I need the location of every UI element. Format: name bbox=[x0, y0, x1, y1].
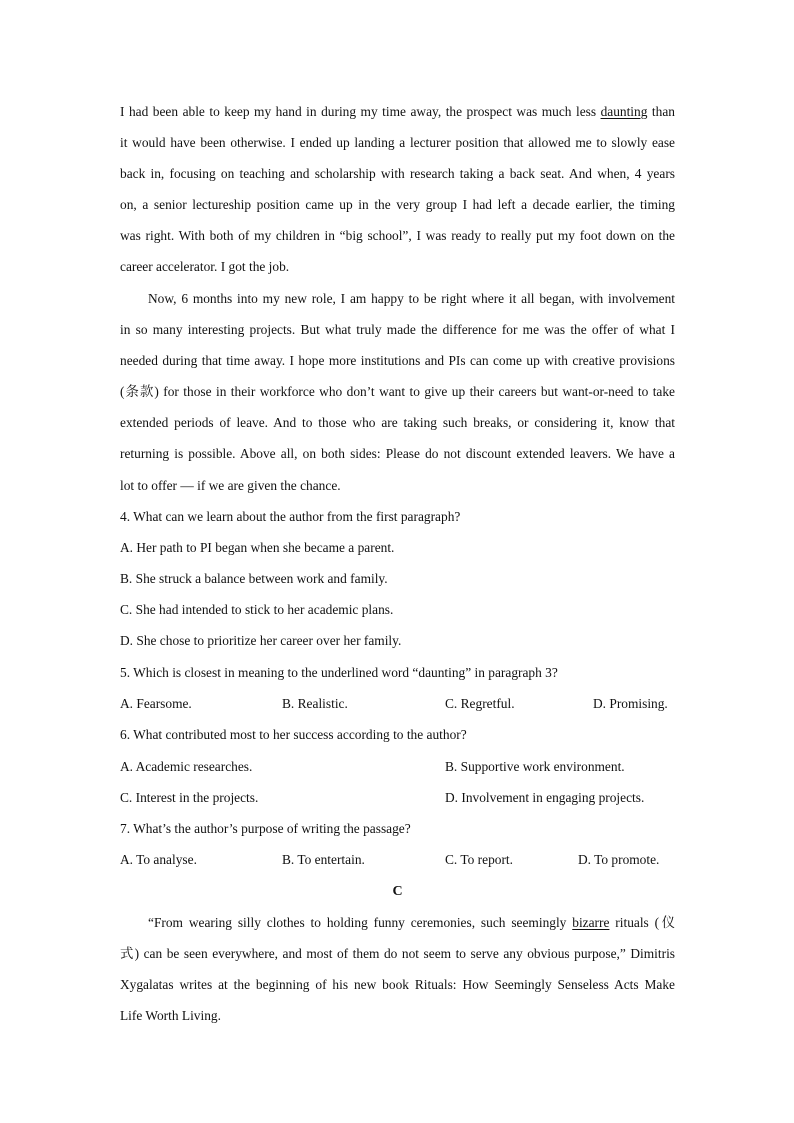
underlined-word-daunting: daunting bbox=[600, 104, 648, 119]
paragraph-line: lot to offer — if we are given the chance. bbox=[120, 478, 341, 493]
paragraph-line: (条款) for those in their workforce who don’t want to give up their careers but want-or-need to take bbox=[120, 384, 675, 399]
paragraph-line: I had been able to keep my hand in during my time away, the prospect was much less daunting than bbox=[120, 104, 675, 119]
question-7-option-a: A. To analyse. bbox=[120, 852, 197, 867]
paragraph-line: Xygalatas writes at the beginning of his new book Rituals: How Seemingly Senseless Acts Make bbox=[120, 977, 675, 992]
question-7-stem: 7. What’s the author’s purpose of writing the passage? bbox=[120, 821, 411, 836]
paragraph-line: on, a senior lectureship position came up in the very group I had left a decade earlier, the timing bbox=[120, 197, 675, 212]
question-5-option-c: C. Regretful. bbox=[445, 696, 515, 711]
question-6-option-b: B. Supportive work environment. bbox=[445, 759, 625, 774]
paragraph-line: “From wearing silly clothes to holding funny ceremonies, such seemingly bizarre rituals (仪 bbox=[148, 915, 675, 930]
question-6-option-c: C. Interest in the projects. bbox=[120, 790, 259, 805]
paragraph-line: back in, focusing on teaching and scholarship with research taking a back seat. And when, 4 years bbox=[120, 166, 675, 181]
section-c-heading: C bbox=[392, 884, 403, 899]
question-7-option-d: D. To promote. bbox=[578, 852, 660, 867]
paragraph-line: career accelerator. I got the job. bbox=[120, 259, 290, 274]
question-7-option-c: C. To report. bbox=[445, 852, 513, 867]
question-4-option-a: A. Her path to PI began when she became a parent. bbox=[120, 540, 395, 555]
paragraph-line: it would have been otherwise. I ended up landing a lecturer position that allowed me to slowly ease bbox=[120, 135, 675, 150]
question-7-option-b: B. To entertain. bbox=[282, 852, 365, 867]
paragraph-line: needed during that time away. I hope more institutions and PIs can come up with creative provisions bbox=[120, 353, 675, 368]
question-6-option-d: D. Involvement in engaging projects. bbox=[445, 790, 645, 805]
question-4-stem: 4. What can we learn about the author from the first paragraph? bbox=[120, 509, 461, 524]
question-5-option-b: B. Realistic. bbox=[282, 696, 348, 711]
paragraph-line: in so many interesting projects. But what truly made the difference for me was the offer of what I bbox=[120, 322, 675, 337]
question-5-options bbox=[120, 694, 675, 714]
question-4-option-d: D. She chose to prioritize her career over her family. bbox=[120, 633, 402, 648]
paragraph-line: was right. With both of my children in “big school”, I was ready to really put my foot down on the bbox=[120, 228, 675, 243]
paragraph-line: returning is possible. Above all, on both sides: Please do not discount extended leavers. We have a bbox=[120, 446, 675, 461]
question-7-options bbox=[120, 850, 675, 870]
question-4-option-c: C. She had intended to stick to her academic plans. bbox=[120, 602, 394, 617]
question-5-option-d: D. Promising. bbox=[593, 696, 668, 711]
underlined-word-bizarre: bizarre bbox=[572, 915, 610, 930]
paragraph-line: Life Worth Living. bbox=[120, 1008, 221, 1023]
question-5-option-a: A. Fearsome. bbox=[120, 696, 192, 711]
question-4-option-b: B. She struck a balance between work and family. bbox=[120, 571, 388, 586]
paragraph-line: extended periods of leave. And to those who are taking such breaks, or considering it, know that bbox=[120, 415, 675, 430]
question-6-option-a: A. Academic researches. bbox=[120, 759, 253, 774]
paragraph-line: 式) can be seen everywhere, and most of them do not seem to serve any obvious purpose,” Dimitris bbox=[120, 946, 675, 961]
question-6-stem: 6. What contributed most to her success according to the author? bbox=[120, 727, 467, 742]
paragraph-line: Now, 6 months into my new role, I am happy to be right where it all began, with involvement bbox=[148, 291, 675, 306]
question-6-options-row1 bbox=[120, 757, 675, 777]
question-6-options-row2 bbox=[120, 788, 675, 808]
question-5-stem: 5. Which is closest in meaning to the underlined word “daunting” in paragraph 3? bbox=[120, 665, 558, 680]
